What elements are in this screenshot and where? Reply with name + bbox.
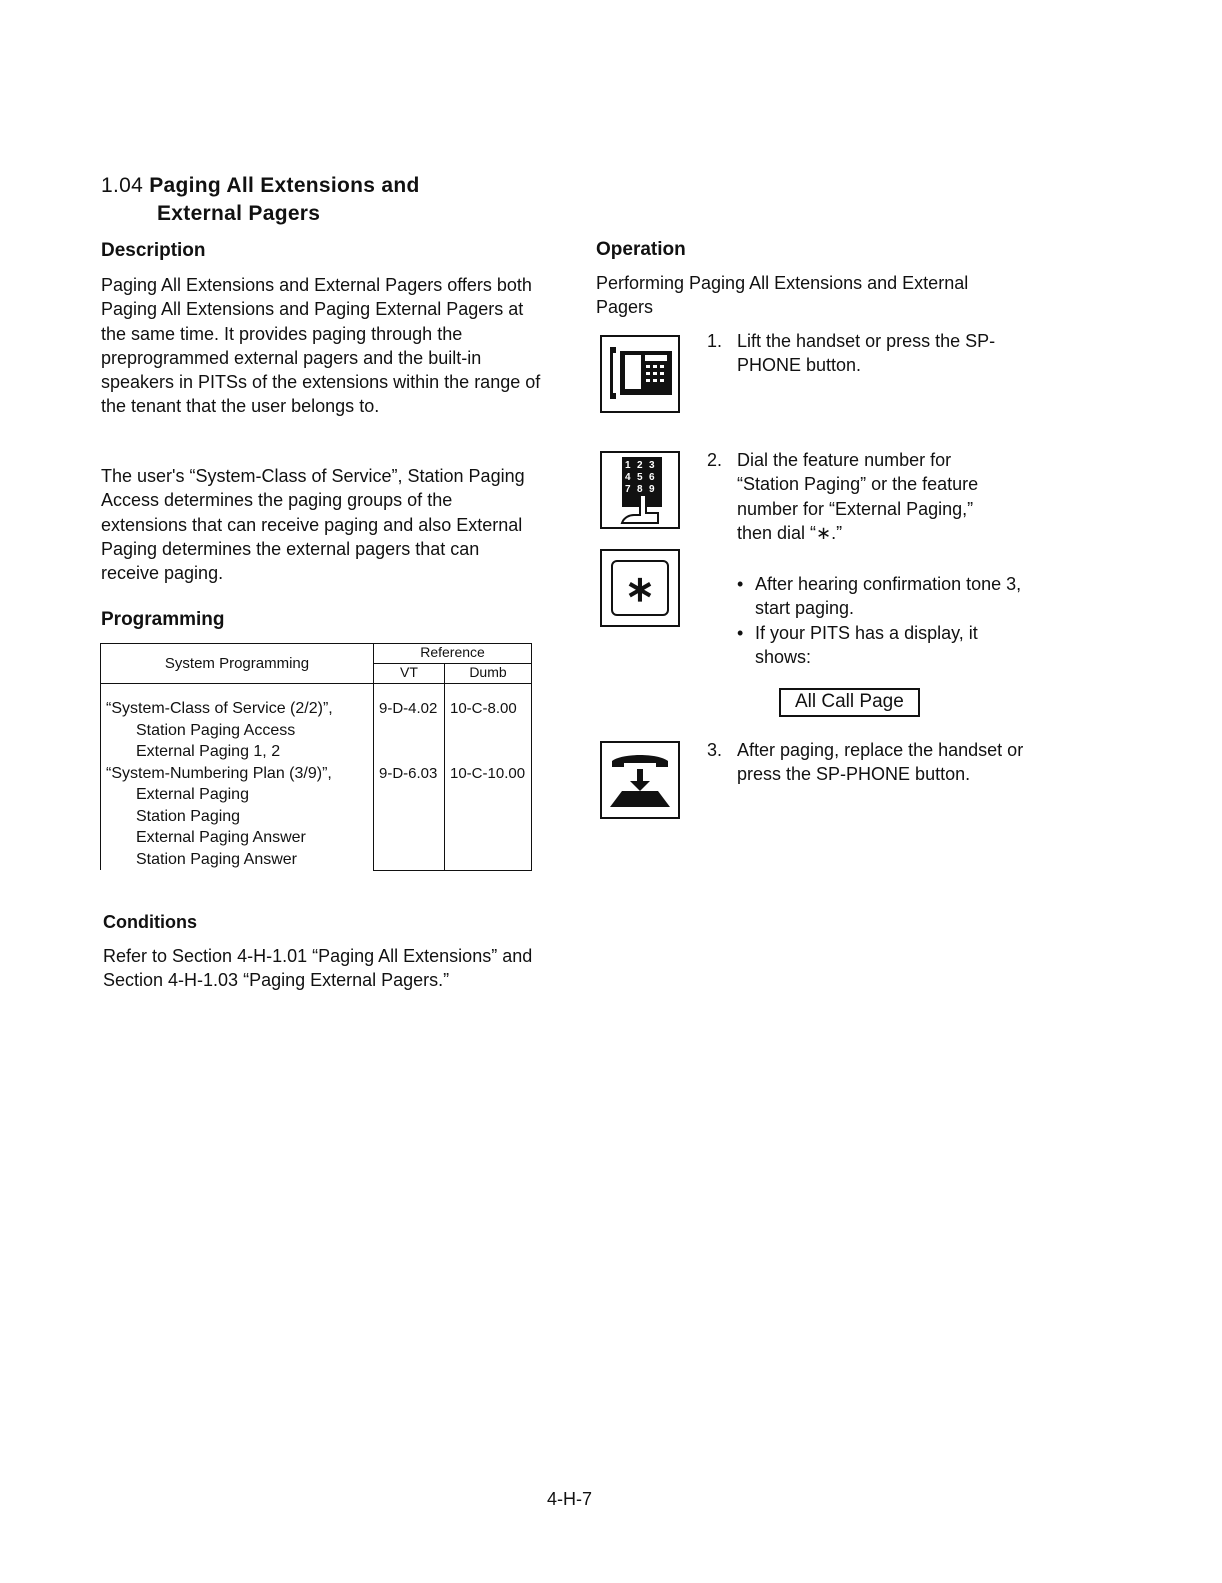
conditions-text: Refer to Section 4-H-1.01 “Paging All Extensions” and Section 4-H-1.03 “Paging External Pagers.” <box>103 946 533 991</box>
section-title-line1: Paging All Extensions and <box>149 174 420 197</box>
col-system-programming: System Programming <box>101 644 374 684</box>
hang-up-icon <box>600 741 680 819</box>
svg-text:8: 8 <box>637 484 643 495</box>
step-2-number: 2. <box>707 450 723 470</box>
row-line: “System-Class of Service (2/2)”, <box>106 700 333 717</box>
col-reference: Reference <box>374 644 532 664</box>
description-heading: Description <box>101 240 206 261</box>
step-1-text: Lift the handset or press the SP-PHONE button. <box>737 331 996 376</box>
star-key-icon <box>600 549 680 627</box>
operation-heading: Operation <box>596 239 686 260</box>
description-para1: Paging All Extensions and External Pagers offers both Paging All Extensions and Paging External Pagers at the same time. It provides paging through the preprogrammed external pagers and the built-in speakers in PITSs of the extensions within the range of the tenant that the user belongs to. <box>101 275 541 417</box>
operation-intro: Performing Paging All Extensions and External Pagers <box>596 273 969 318</box>
step-2-bullets <box>737 572 1037 669</box>
programming-table <box>100 643 532 871</box>
svg-text:9: 9 <box>649 484 655 495</box>
page-number: 4-H-7 <box>547 1489 593 1509</box>
col-vt: VT <box>374 664 445 684</box>
svg-text:5: 5 <box>637 472 643 483</box>
svg-text:1: 1 <box>625 460 631 471</box>
section-title-line2: External Pagers <box>157 202 321 225</box>
display-readout: All Call Page <box>779 688 920 717</box>
svg-text:6: 6 <box>649 472 655 483</box>
svg-text:∗: ∗ <box>624 568 656 609</box>
row-line: Station Paging Answer <box>136 850 297 868</box>
description-para2: The user's “System-Class of Service”, Station Paging Access determines the paging groups of the extensions that can receive paging and also External Paging determines the external pagers that can receive paging. <box>101 466 525 584</box>
step-1-number: 1. <box>707 331 723 351</box>
dumb-ref: 10-C-10.00 <box>450 764 526 782</box>
svg-text:4: 4 <box>625 472 631 483</box>
section-number: 1.04 <box>101 174 144 197</box>
step-3-text: After paging, replace the handset or press the SP-PHONE button. <box>737 740 1024 785</box>
bullet-item: • If your PITS has a display, it shows: <box>737 621 1037 670</box>
step-3-number: 3. <box>707 740 723 760</box>
svg-text:3: 3 <box>649 460 655 471</box>
section-title <box>101 172 420 228</box>
step-2-text: Dial the feature number for “Station Paging” or the feature number for “External Paging,” then dial “∗.” <box>737 450 979 543</box>
conditions-heading: Conditions <box>103 912 197 932</box>
svg-text:7: 7 <box>625 484 631 495</box>
row-line: Station Paging <box>136 807 241 825</box>
vt-ref: 9-D-6.03 <box>379 764 438 782</box>
row-line: External Paging <box>136 786 249 803</box>
row-line: External Paging Answer <box>136 829 306 846</box>
col-dumb: Dumb <box>445 664 532 684</box>
vt-ref: 9-D-4.02 <box>379 700 438 717</box>
row-line: External Paging 1, 2 <box>136 743 281 760</box>
table-row <box>101 684 532 871</box>
system-programming-cell <box>101 684 374 871</box>
row-line: Station Paging Access <box>136 721 296 739</box>
svg-text:2: 2 <box>637 460 643 471</box>
row-line: “System-Numbering Plan (3/9)”, <box>106 764 332 782</box>
phone-off-hook-icon <box>600 335 680 413</box>
keypad-dial-icon <box>600 451 680 529</box>
vt-cell <box>374 684 445 871</box>
bullet-item: • After hearing confirmation tone 3, start paging. <box>737 572 1037 621</box>
dumb-cell <box>445 684 532 871</box>
dumb-ref: 10-C-8.00 <box>450 700 517 717</box>
programming-heading: Programming <box>101 609 225 630</box>
